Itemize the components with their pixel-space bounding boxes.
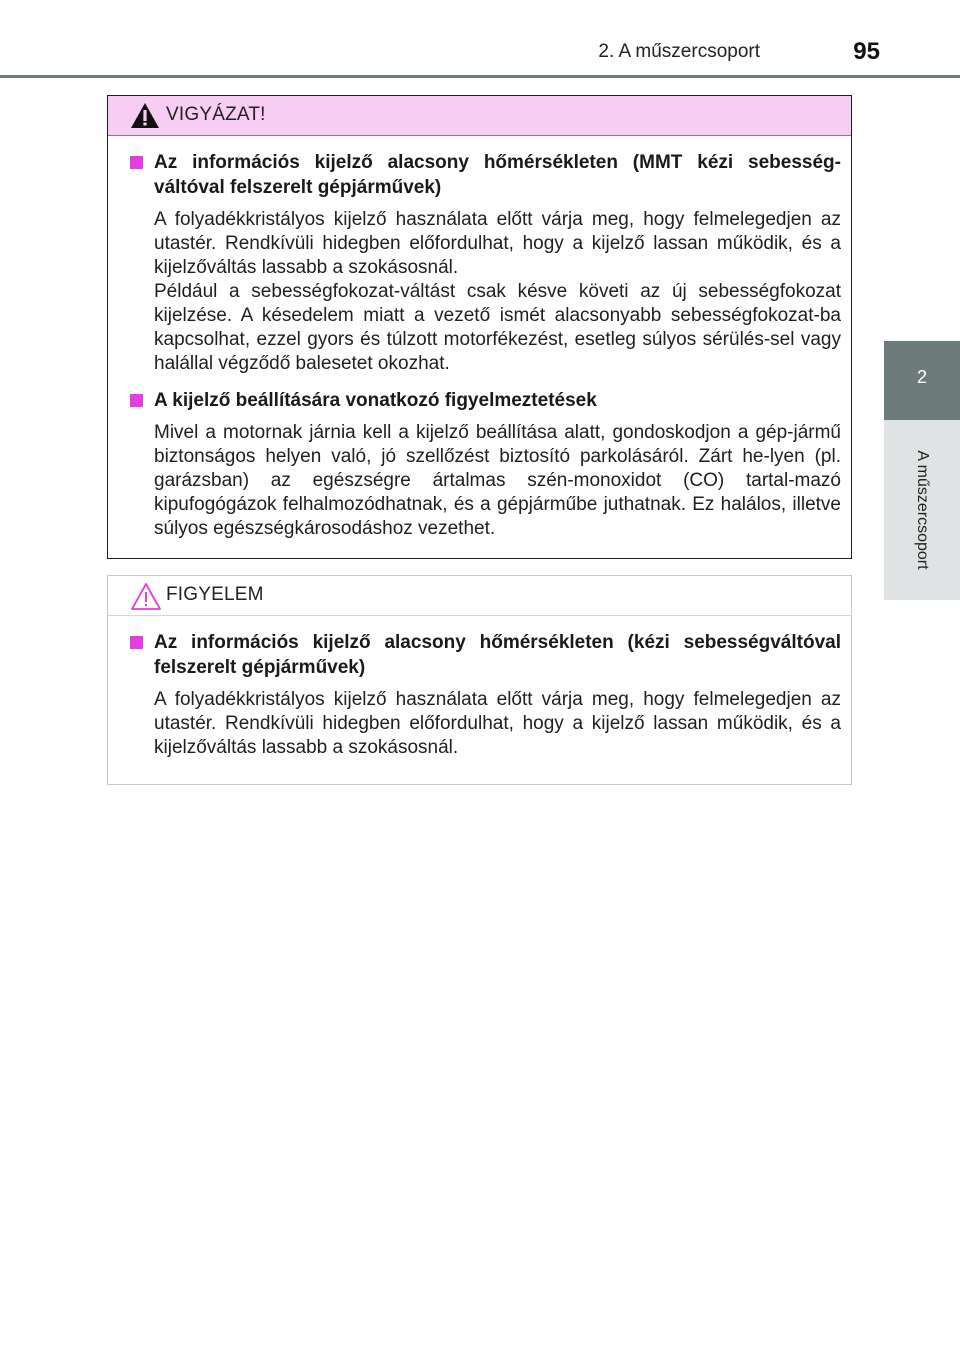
- warning-triangle-icon: [130, 102, 160, 129]
- square-bullet-icon: [130, 636, 143, 649]
- warning-box: [107, 95, 852, 559]
- section-title: 2. A műszercsoport: [598, 41, 760, 62]
- chapter-tab-label: A műszercsoport: [914, 450, 931, 570]
- square-bullet-icon: [130, 394, 143, 407]
- warning-box-title: VIGYÁZAT!: [166, 104, 266, 125]
- warning-box-body: [108, 136, 851, 541]
- header-rule: [0, 75, 960, 78]
- paragraph: A folyadékkristályos kijelző használata előtt várja meg, hogy felmelegedjen az utastér. Rendkívüli hidegben előfordulhat, hogy a kijelző lassan működik, és a kijelzőváltás lassabb a szokásosnál.: [154, 209, 841, 278]
- warning-item-text: [130, 208, 841, 376]
- square-bullet-icon: [130, 156, 143, 169]
- warning-item: [130, 150, 841, 376]
- caution-box-header: [108, 576, 851, 616]
- caution-box-body: [108, 616, 851, 760]
- paragraph: A folyadékkristályos kijelző használata előtt várja meg, hogy felmelegedjen az utastér. Rendkívüli hidegben előfordulhat, hogy a kijelző lassan működik, és a kijelzőváltás lassabb a szokásosnál.: [154, 689, 841, 758]
- warning-box-header: [108, 96, 851, 136]
- warning-item: [130, 388, 841, 541]
- warning-item-title: Az információs kijelző alacsony hőmérsékleten (MMT kézi sebesség-váltóval felszerelt gépjárművek): [130, 150, 841, 200]
- caution-item: [130, 630, 841, 760]
- caution-box: [107, 575, 852, 785]
- warning-item-title: A kijelző beállítására vonatkozó figyelmeztetések: [130, 388, 841, 413]
- caution-item-title: Az információs kijelző alacsony hőmérsékleten (kézi sebességváltóval felszerelt gépjárművek): [130, 630, 841, 680]
- caution-triangle-icon: [130, 582, 162, 611]
- caution-item-text: [130, 688, 841, 760]
- paragraph: Mivel a motornak járnia kell a kijelző beállítása alatt, gondoskodjon a gép-jármű biztonságos helyen való, jó szellőzést biztosító parkolásáról. Zárt he-lyen (pl. garázsban) az egészségre ártalmas szén-monoxidot (CO) tartal-mazó kipufogógázok felhalmozódhatnak, és a gépjárműbe juthatnak. Ez halálos, illetve súlyos egészségkárosodáshoz vezethet.: [154, 422, 841, 539]
- paragraph: Például a sebességfokozat-váltást csak késve követi az új sebességfokozat kijelzése. A késedelem miatt a vezető ismét alacsonyabb sebességfokozat-ba kapcsolhat, ezzel gyors és túlzott motorfékezést, esetleg súlyos sérülés-sel vagy halállal végződő balesetet okozhat.: [154, 281, 841, 374]
- caution-box-title: FIGYELEM: [166, 584, 264, 605]
- chapter-tab: 2: [884, 341, 960, 420]
- page-number: 95: [853, 38, 880, 65]
- warning-item-text: [130, 421, 841, 541]
